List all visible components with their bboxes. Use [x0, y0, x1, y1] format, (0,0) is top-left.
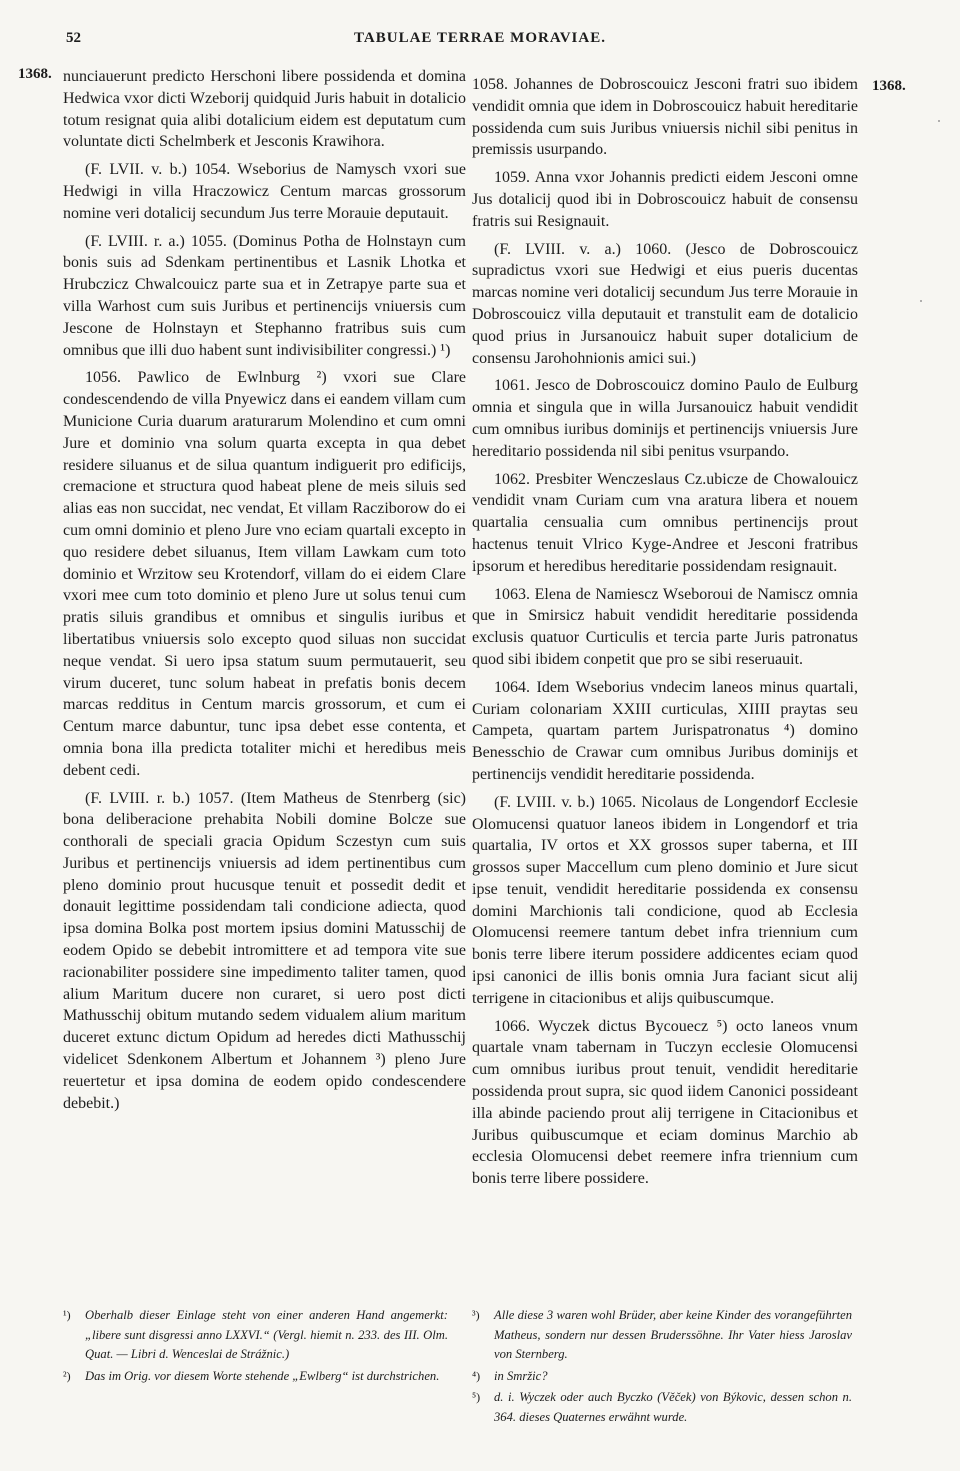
page-number: 52 — [66, 30, 81, 46]
entry-paragraph: 1058. Johannes de Dobroscouicz Jesconi fratri suo ibidem vendidit omnia que idem in Dobroscouicz habuit hereditarie possidenda cum suis Juribus vniuersis nichil sibi penitus in premissis usurpando. — [472, 76, 858, 159]
footnote-text: Alle diese 3 waren wohl Brüder, aber keine Kinder des vorangeführten Matheus, sondern nur dessen Bruderssöhne. Ihr Vater hiess Jaroslav von Sternberg. — [494, 1308, 852, 1361]
footnote — [472, 1306, 852, 1365]
footnote-mark: ⁵) — [472, 1390, 481, 1404]
scan-speck — [938, 120, 940, 122]
footnote — [472, 1367, 852, 1387]
footnote-mark: ⁴) — [472, 1368, 481, 1383]
entry-paragraph: 1066. Wyczek dictus Bycouecz ⁵) octo laneos vnum quartale vnam tabernam in Tuczyn ecclesie Olomucensi cum omnibus iuribus prout tenuit, vendidit hereditarie possidenda prout supra, sic quod iidem Canonici possideant illa abinde paciendo prout alij terrigene in Citacionibus et Juribus quibuscumque et eciam dominus Marchio ab ecclesia Olomucensi debet reemere infra triennium cum bonis terre libere possidere. — [472, 1017, 858, 1188]
footnote-mark: ³) — [472, 1308, 480, 1322]
footnote-mark: ¹) — [63, 1308, 71, 1322]
running-title: TABULAE TERRAE MORAVIAE. — [354, 30, 606, 46]
footnote-text: d. i. Wyczek oder auch Byczko (Věček) von Býkovic, dessen schon n. 364. dieses Quaternes erwähnt wurde. — [494, 1390, 852, 1424]
entry-paragraph: (F. LVIII. v. a.) 1060. (Jesco de Dobroscouicz supradictus vxori sue Hedwigi et eius pueris ducentas marcas nomine veri dotalicij secundum Jus terre Morauie in Dobroscouicz villa deputauit et transtulit eam de dotalicio quod prius in Jursanouicz habuit super dotalicium de consensu Jarohohnionis amici sui.) — [472, 240, 858, 367]
footnote-text: Das im Orig. vor diesem Worte stehende „Ewlberg“ ist durchstrichen. — [85, 1368, 440, 1383]
margin-year-left: 1368. — [18, 66, 52, 82]
right-text-column — [472, 74, 858, 1196]
entry-paragraph: (F. LVIII. r. a.) 1055. (Dominus Potha de Holnstayn cum bonis suis ad Sdenkam pertinentibus et Lasnik Lhotka et Hrubczicz Chwalcouicz parte sua et in Zetrapye parte sua et villa Warhost cum suis Juribus et pertinencijs vniuersis cum Jescone de Holnstayn et Stephanno fratribus suis cum omnibus que illi duo habent sunt indivisibiliter congressi.) ¹) — [63, 232, 466, 359]
left-text-column — [63, 66, 466, 1120]
entry-paragraph: 1062. Presbiter Wenczeslaus Cz.ubicze de Chowalouicz vendidit vnam Curiam cum vna aratura libera et nouem quartalia censualia cum omnibus pertinencijs prout hactenus tenuit Vlrico Kyge-Andree et Jesconi fratribus ipsorum et heredibus hereditarie possidendam resignauit. — [472, 470, 858, 575]
entry-paragraph: (F. LVIII. r. b.) 1057. (Item Matheus de Stenrberg (sic) bona deliberacione prehabita Nobili domine Bolcze sue conthorali de speciali gracia Opidum Sczestyn cum suis Juribus et pertinencijs vniuersis ad idem pertinentibus cum pleno dominio prout hucusque tenuit et possedit dedit et donauit legittime possidendam tali condicione adiecta, quod ipsa domina Bolka post mortem ipsius domini Matusschij de eodem Opido se debebit intromittere et ad tempora vite sue racionabiliter possidere sine impedimento taliter tamen, quod alium Maritum ducere non curaret, si uero post dicti Mathusschij obitum mutando sedem vidualem alium maritum duceret extunc dictum Opidum ad heredes dicti Mathusschij videlicet Sdenkonem Albertum et Johannem ³) pleno Jure reuertetur et ipsa domina de eodem opido condescendere debebit.) — [63, 789, 466, 1112]
footnotes-left — [63, 1306, 448, 1388]
footnote-text: in Smržic? — [494, 1368, 548, 1383]
margin-year-right: 1368. — [872, 78, 906, 94]
scan-speck — [920, 300, 922, 302]
footnote-text: Oberhalb dieser Einlage steht von einer anderen Hand angemerkt: „libere sunt disgressi anno LXXVI.“ (Vergl. hiemit n. 233. des III. Olm. Quat. — Libri d. Wenceslai de Strážnic.) — [85, 1308, 448, 1361]
footnote — [63, 1367, 448, 1387]
entry-paragraph: nunciauerunt predicto Herschoni libere possidenda et domina Hedwica vxor dicti Wzeborij quidquid Juris habuit in dotalicio totum resignat quia alibi dotalicium eidem est deputatum cum voluntate dicti Schelmberk et Jesconis Krawihora. — [63, 68, 466, 151]
entry-paragraph: (F. LVIII. v. b.) 1065. Nicolaus de Longendorf Ecclesie Olomucensi quatuor laneos ibidem in Longendorf et tria quartalia, IV ortos et XX grossos super taberna, et III grossos super Maccellum cum pleno dominio et Jure sicut ipse tenuit, vendidit hereditarie possidenda ex consensu domini Marchionis tali condicione, quod ab Ecclesia Olomucensi reemere tantum debet infra triennium cum bonis terre libere iterum possidere addicentes eciam quod ipsi canonici de illis bonis omnia Jura faciant sicut alij terrigene in citacionibus et alijs quibuscumque. — [472, 793, 858, 1007]
footnote-mark: ²) — [63, 1368, 71, 1383]
entry-paragraph: 1059. Anna vxor Johannis predicti eidem Jesconi omne Jus dotalicij quod ibi in Dobroscouicz habuit de consensu fratris sui Resignauit. — [472, 169, 858, 230]
entry-paragraph: 1064. Idem Wseborius vndecim laneos minus quartali, Curiam colonariam XXIII curticulas, XIIII praytas seu Campeta, quartam partem Jurispatronatus ⁴) domino Benesschio de Crawar cum omnibus Juribus dominijs et pertinencijs vendidit hereditarie possidenda. — [472, 678, 858, 783]
footnotes-right — [472, 1306, 852, 1429]
entry-paragraph: 1061. Jesco de Dobroscouicz domino Paulo de Eulburg omnia et singula que in willa Jursanouicz habuit vendidit cum omnibus iuribus dominijs et pertinencijs vniuersis Jure hereditario possidenda nil sibi penitus vsurpando. — [472, 377, 858, 460]
entry-paragraph: (F. LVII. v. b.) 1054. Wseborius de Namysch vxori sue Hedwigi in villa Hraczowicz Centum marcas grossorum nomine veri dotalicij secundum Jus terre Morauie deputauit. — [63, 161, 466, 222]
page-header — [0, 30, 960, 60]
footnote — [63, 1306, 448, 1365]
entry-paragraph: 1063. Elena de Namiescz Wseboroui de Namiscz omnia que in Smirsicz habuit vendidit hereditarie possidenda exclusis quatuor Curticulis et tercia parte Juris patronatus quod sibi ibidem conpetit que pro se sibi reseruauit. — [472, 585, 858, 668]
entry-paragraph: 1056. Pawlico de Ewlnburg ²) vxori sue Clare condescendendo de villa Pnyewicz dans ei eandem villam cum Municione Curia duarum araturarum Molendino et cum omni Jure et dominio vna solum quarta excepta in qua debet residere siluanus et de silua quantum indiguerit pro edificijs, cremacione et structura quod habeat plene de meis siluis sed alias eas non succidat, nec vendat, Et villam Racziborow do ei cum omni dominio et pleno Jure vno eciam quartali excepto in quo residere debet siluanus, Item villam Lawkam cum toto dominio et Wrzitow seu Krotendorf, villam do ei eidem Clare vxori mee cum toto dominio et pleno Jure ut solus tenui cum pratis siluis grandibus et omnibus et singulis iuribus et libertatibus vniuersis solo excepto quod siluas non succidat neque vendat. Si uero ipsa statum suum permutauerit, seu virum duceret, tunc solum habeat in prefatis bonis decem marcas redditus in Centum marcis grossorum, et cum ei Centum marce dabuntur, tunc ipsa debet esse contenta, et omnia bona illa predicta totaliter michi et heredibus meis debent cedi. — [63, 369, 466, 779]
footnote — [472, 1388, 852, 1427]
